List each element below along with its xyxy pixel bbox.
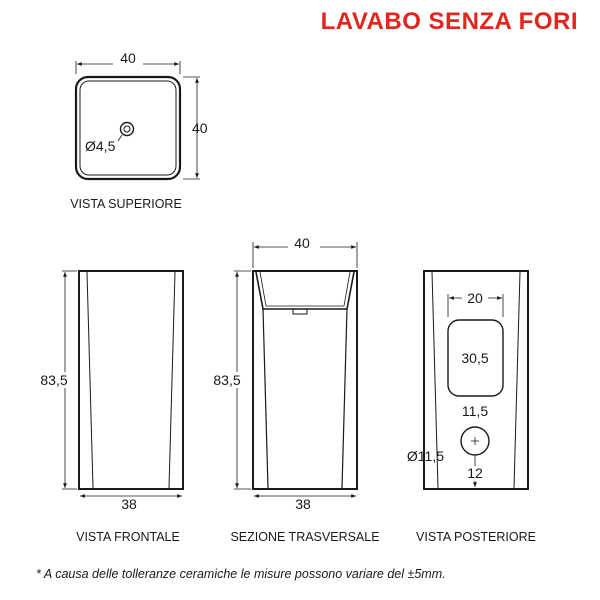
rear-gap-label: 11,5 bbox=[461, 403, 489, 419]
front-view bbox=[40, 271, 183, 544]
front-height-label: 83,5 bbox=[40, 372, 68, 388]
top-depth-label: 40 bbox=[192, 120, 208, 136]
front-body-outline bbox=[79, 271, 183, 489]
drain-outer bbox=[121, 123, 134, 136]
rear-view-caption: VISTA POSTERIORE bbox=[416, 530, 536, 544]
rear-right-taper bbox=[514, 272, 520, 488]
front-left-taper bbox=[87, 272, 93, 488]
basin-outline-outer bbox=[76, 77, 180, 179]
front-base-label: 38 bbox=[121, 496, 137, 512]
rear-view bbox=[407, 271, 536, 544]
section-base-label: 38 bbox=[295, 496, 311, 512]
front-view-caption: VISTA FRONTALE bbox=[76, 530, 180, 544]
basin-outline-inner bbox=[80, 81, 176, 175]
product-title: LAVABO SENZA FORI bbox=[320, 8, 578, 35]
drain-inner bbox=[124, 126, 130, 132]
front-right-taper bbox=[169, 272, 175, 488]
section-view-caption: SEZIONE TRASVERSALE bbox=[230, 530, 380, 544]
section-top-width-label: 40 bbox=[294, 235, 310, 251]
section-right-wall bbox=[342, 309, 347, 488]
rear-hole-offset-label: 12 bbox=[467, 465, 483, 481]
drain-leader bbox=[118, 135, 122, 141]
drain-diameter-label: Ø4,5 bbox=[85, 138, 116, 154]
section-left-wall bbox=[263, 309, 268, 488]
rear-hole-diameter-label: Ø11,5 bbox=[406, 448, 444, 464]
top-view bbox=[70, 50, 208, 211]
section-view bbox=[212, 235, 380, 544]
section-height-label: 83,5 bbox=[213, 372, 241, 388]
rear-opening-height-label: 30,5 bbox=[461, 350, 489, 366]
top-width-label: 40 bbox=[120, 50, 136, 66]
rear-opening-width-label: 20 bbox=[467, 290, 483, 306]
section-body-outline bbox=[253, 271, 357, 489]
top-view-caption: VISTA SUPERIORE bbox=[70, 197, 182, 211]
tolerance-footnote: * A causa delle tolleranze ceramiche le misure possono variare del ±5mm. bbox=[36, 567, 446, 581]
section-basin-cavity bbox=[256, 272, 354, 309]
